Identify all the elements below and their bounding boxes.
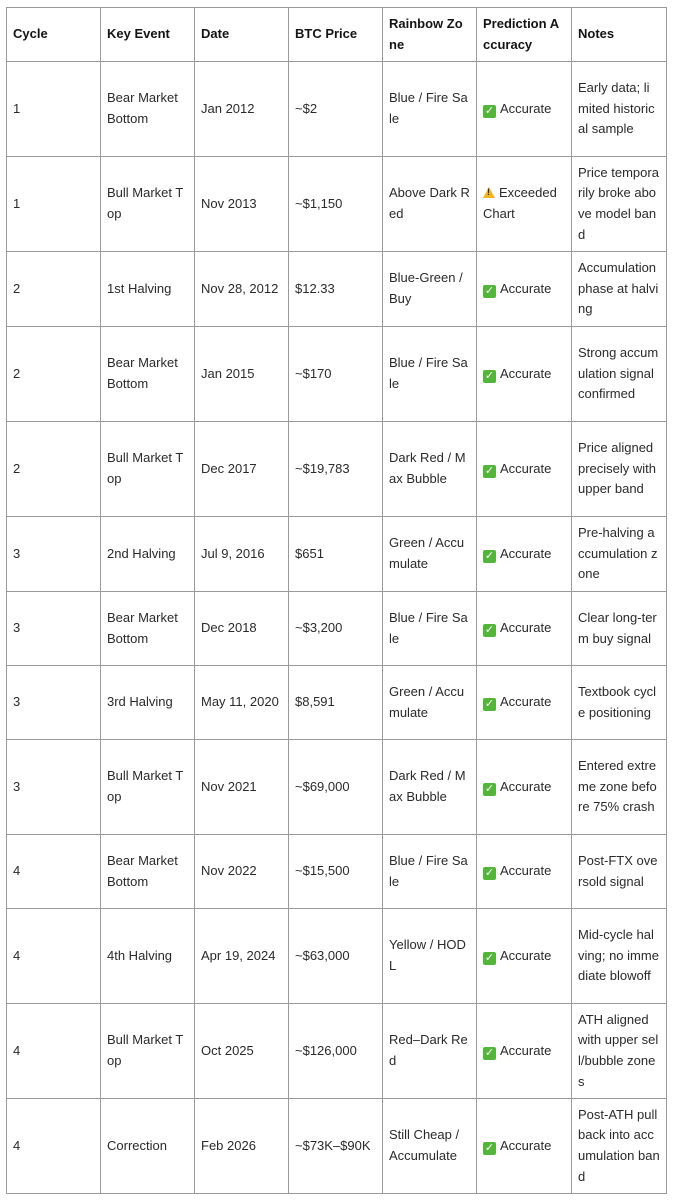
cell-date: Nov 2022 (195, 835, 289, 909)
cell-btc-price: $12.33 (289, 252, 383, 327)
accuracy-label: Accurate (500, 1042, 552, 1058)
cell-btc-price: ~$63,000 (289, 909, 383, 1004)
check-icon: ✓ (484, 549, 495, 562)
cell-date: Dec 2017 (195, 422, 289, 517)
table-row (7, 327, 667, 422)
cell-notes: Post-ATH pullback into accumulation band (572, 1099, 667, 1194)
accuracy-label: Accurate (500, 947, 552, 963)
cell-btc-price: ~$170 (289, 327, 383, 422)
table-header (7, 8, 667, 62)
cell-prediction-accuracy (477, 327, 572, 422)
cell-btc-price: ~$2 (289, 62, 383, 157)
cell-notes: Accumulation phase at halving (572, 252, 667, 327)
table-row (7, 666, 667, 740)
cell-prediction-accuracy (477, 252, 572, 327)
table-container (6, 7, 667, 1194)
cell-cycle: 3 (7, 740, 101, 835)
cell-date: Jul 9, 2016 (195, 517, 289, 592)
accuracy-label: Accurate (500, 863, 552, 879)
header-date: Date (195, 8, 289, 62)
header-notes: Notes (572, 8, 667, 62)
cell-notes: Entered extreme zone before 75% crash (572, 740, 667, 835)
cell-rainbow-zone: Dark Red / Max Bubble (383, 740, 477, 835)
cell-btc-price: ~$126,000 (289, 1004, 383, 1099)
cell-notes: ATH aligned with upper sell/bubble zones (572, 1004, 667, 1099)
cell-cycle: 1 (7, 62, 101, 157)
cell-key-event: Correction (101, 1099, 195, 1194)
cell-notes: Early data; limited historical sample (572, 62, 667, 157)
cell-btc-price: ~$1,150 (289, 157, 383, 252)
check-icon: ✓ (484, 698, 495, 711)
cell-cycle: 1 (7, 157, 101, 252)
cell-prediction-accuracy (477, 740, 572, 835)
check-icon: ✓ (484, 951, 495, 964)
cell-notes: Post-FTX oversold signal (572, 835, 667, 909)
check-icon: ✓ (484, 1141, 495, 1154)
table-row (7, 592, 667, 666)
table-row (7, 740, 667, 835)
table-row (7, 835, 667, 909)
cell-notes: Textbook cycle positioning (572, 666, 667, 740)
cell-prediction-accuracy (477, 909, 572, 1004)
cell-date: Feb 2026 (195, 1099, 289, 1194)
cell-notes: Pre-halving accumulation zone (572, 517, 667, 592)
cell-btc-price: ~$69,000 (289, 740, 383, 835)
accuracy-label: Accurate (500, 778, 552, 794)
check-icon: ✓ (484, 464, 495, 477)
cell-date: Dec 2018 (195, 592, 289, 666)
cell-rainbow-zone: Red–Dark Red (383, 1004, 477, 1099)
cell-date: Apr 19, 2024 (195, 909, 289, 1004)
cell-prediction-accuracy (477, 592, 572, 666)
cell-notes: Price aligned precisely with upper band (572, 422, 667, 517)
header-row (7, 8, 667, 62)
cell-key-event: Bull Market Top (101, 422, 195, 517)
cell-prediction-accuracy (477, 157, 572, 252)
cell-prediction-accuracy (477, 835, 572, 909)
cell-date: Nov 2021 (195, 740, 289, 835)
cell-date: May 11, 2020 (195, 666, 289, 740)
accuracy-label: Accurate (500, 100, 552, 116)
cell-cycle: 2 (7, 422, 101, 517)
cell-btc-price: ~$73K–$90K (289, 1099, 383, 1194)
header-rainbow-zone: Rainbow Zone (383, 8, 477, 62)
table-row (7, 422, 667, 517)
cell-rainbow-zone: Green / Accumulate (383, 517, 477, 592)
cell-notes: Mid-cycle halving; no immediate blowoff (572, 909, 667, 1004)
cell-notes: Clear long-term buy signal (572, 592, 667, 666)
cell-cycle: 4 (7, 1099, 101, 1194)
cell-prediction-accuracy (477, 517, 572, 592)
cell-prediction-accuracy (477, 1004, 572, 1099)
cell-notes: Strong accumulation signal confirmed (572, 327, 667, 422)
accuracy-label: Exceeded Chart (483, 185, 557, 221)
cell-cycle: 3 (7, 592, 101, 666)
header-key-event: Key Event (101, 8, 195, 62)
cell-key-event: 4th Halving (101, 909, 195, 1004)
header-btc-price: BTC Price (289, 8, 383, 62)
cell-cycle: 4 (7, 835, 101, 909)
cell-notes: Price temporarily broke above model band (572, 157, 667, 252)
cell-prediction-accuracy (477, 666, 572, 740)
cell-date: Oct 2025 (195, 1004, 289, 1099)
cell-rainbow-zone: Blue / Fire Sale (383, 592, 477, 666)
warning-icon (483, 187, 495, 198)
cell-btc-price: ~$15,500 (289, 835, 383, 909)
header-cycle: Cycle (7, 8, 101, 62)
accuracy-label: Accurate (500, 460, 552, 476)
cell-rainbow-zone: Yellow / HODL (383, 909, 477, 1004)
cell-key-event: Bull Market Top (101, 157, 195, 252)
cell-cycle: 3 (7, 666, 101, 740)
cell-key-event: Bear Market Bottom (101, 62, 195, 157)
cell-prediction-accuracy (477, 1099, 572, 1194)
cell-cycle: 2 (7, 327, 101, 422)
cell-key-event: Bear Market Bottom (101, 327, 195, 422)
table-row (7, 1099, 667, 1194)
table-row (7, 517, 667, 592)
rainbow-cycle-table (6, 7, 667, 1194)
cell-rainbow-zone: Still Cheap / Accumulate (383, 1099, 477, 1194)
cell-key-event: Bull Market Top (101, 1004, 195, 1099)
cell-cycle: 4 (7, 909, 101, 1004)
header-prediction-accuracy: Prediction Accuracy (477, 8, 572, 62)
accuracy-label: Accurate (500, 365, 552, 381)
cell-btc-price: ~$19,783 (289, 422, 383, 517)
table-row (7, 62, 667, 157)
cell-key-event: Bull Market Top (101, 740, 195, 835)
check-icon: ✓ (484, 782, 495, 795)
cell-rainbow-zone: Blue-Green / Buy (383, 252, 477, 327)
accuracy-label: Accurate (500, 694, 552, 710)
cell-cycle: 4 (7, 1004, 101, 1099)
accuracy-label: Accurate (500, 280, 552, 296)
accuracy-label: Accurate (500, 545, 552, 561)
accuracy-label: Accurate (500, 1137, 552, 1153)
cell-btc-price: ~$3,200 (289, 592, 383, 666)
cell-cycle: 3 (7, 517, 101, 592)
check-icon: ✓ (484, 369, 495, 382)
cell-key-event: Bear Market Bottom (101, 592, 195, 666)
cell-date: Nov 28, 2012 (195, 252, 289, 327)
check-icon: ✓ (484, 1046, 495, 1059)
check-icon: ✓ (484, 104, 495, 117)
accuracy-label: Accurate (500, 620, 552, 636)
table-row (7, 157, 667, 252)
check-icon: ✓ (484, 284, 495, 297)
cell-rainbow-zone: Above Dark Red (383, 157, 477, 252)
cell-date: Jan 2015 (195, 327, 289, 422)
cell-prediction-accuracy (477, 62, 572, 157)
cell-key-event: 1st Halving (101, 252, 195, 327)
cell-btc-price: $8,591 (289, 666, 383, 740)
table-row (7, 252, 667, 327)
check-icon: ✓ (484, 624, 495, 637)
check-icon: ✓ (484, 867, 495, 880)
table-body (7, 62, 667, 1194)
cell-btc-price: $651 (289, 517, 383, 592)
cell-key-event: 3rd Halving (101, 666, 195, 740)
cell-date: Nov 2013 (195, 157, 289, 252)
cell-key-event: 2nd Halving (101, 517, 195, 592)
cell-rainbow-zone: Blue / Fire Sale (383, 835, 477, 909)
cell-rainbow-zone: Blue / Fire Sale (383, 327, 477, 422)
cell-cycle: 2 (7, 252, 101, 327)
cell-rainbow-zone: Dark Red / Max Bubble (383, 422, 477, 517)
cell-key-event: Bear Market Bottom (101, 835, 195, 909)
table-row (7, 1004, 667, 1099)
cell-prediction-accuracy (477, 422, 572, 517)
cell-rainbow-zone: Blue / Fire Sale (383, 62, 477, 157)
cell-date: Jan 2012 (195, 62, 289, 157)
cell-rainbow-zone: Green / Accumulate (383, 666, 477, 740)
table-row (7, 909, 667, 1004)
